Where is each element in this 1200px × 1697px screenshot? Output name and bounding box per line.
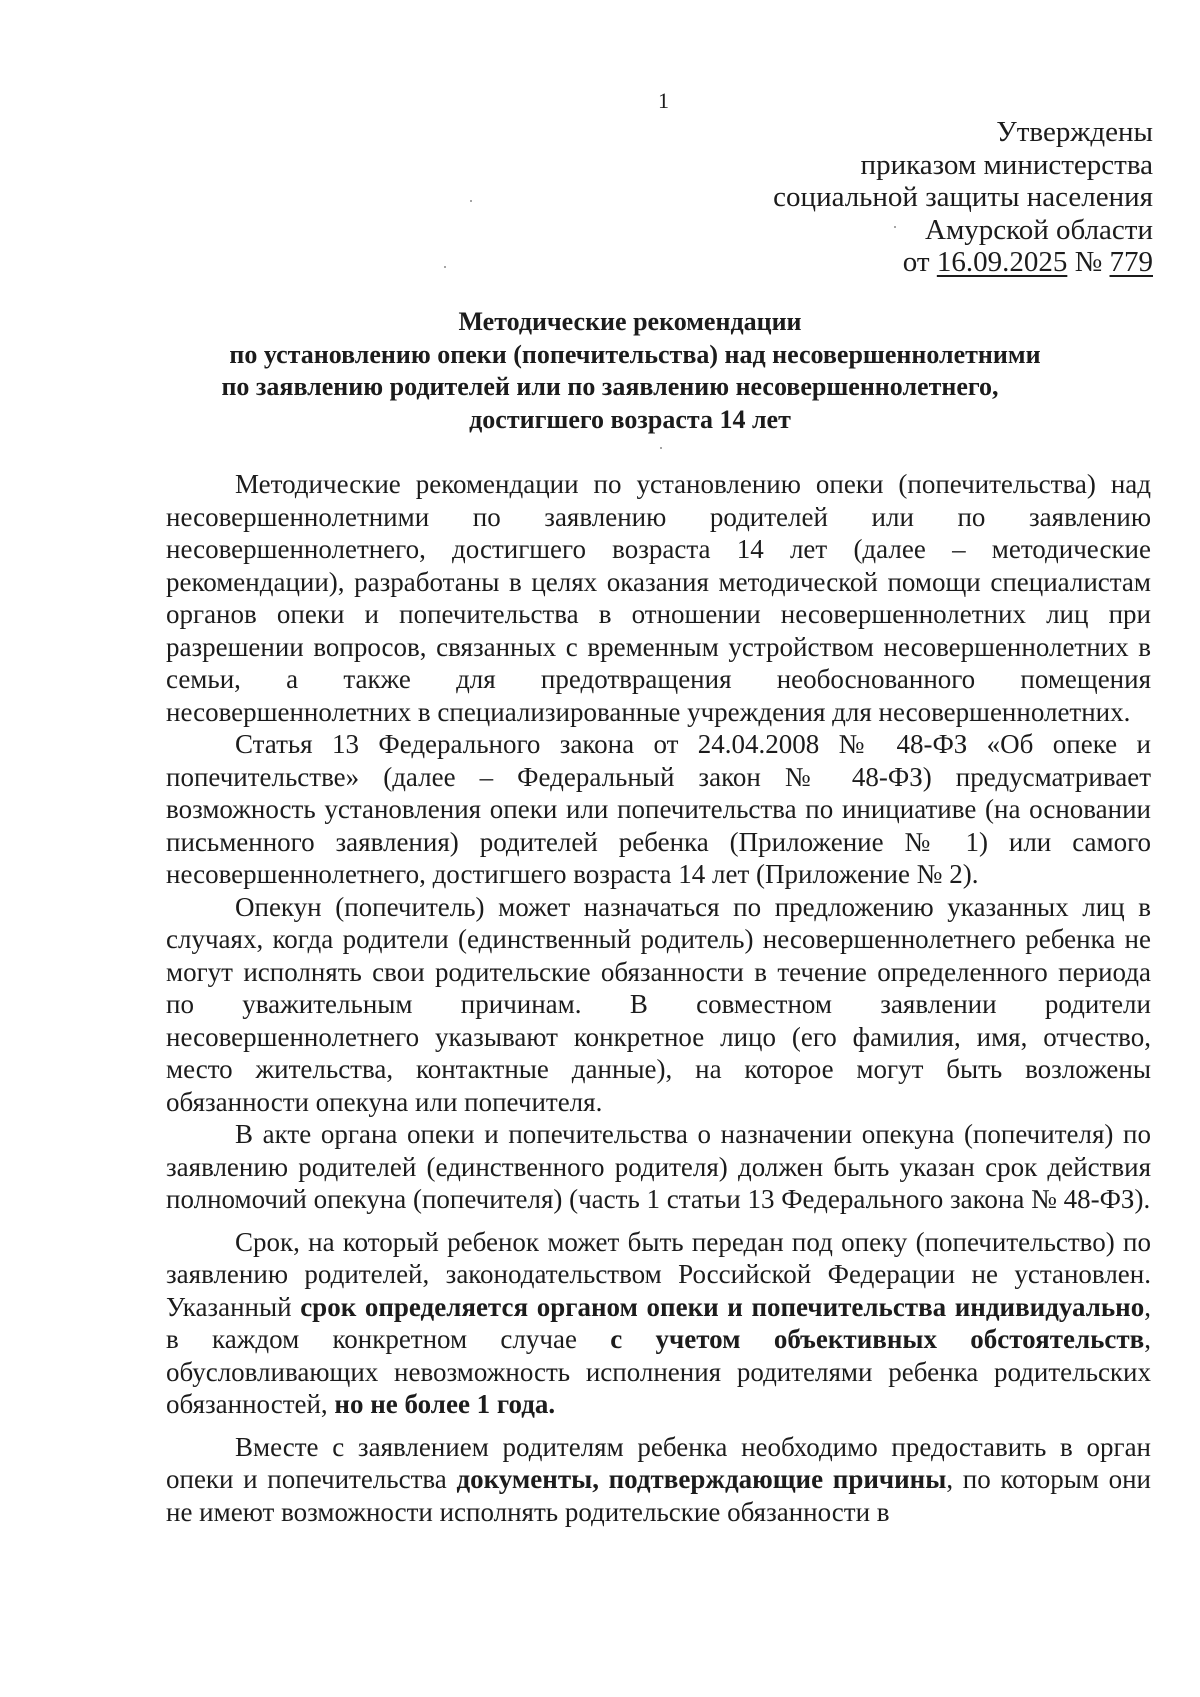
title-line-3: по заявлению родителей или по заявлению несовершеннолетнего,	[221, 372, 999, 401]
p5-bold-2: с учетом объективных обстоятельств	[610, 1324, 1145, 1354]
document-title	[0, 306, 1200, 436]
approval-line-4: Амурской области	[925, 213, 1153, 246]
p5-text-3: , обусловливающих невозможность исполнения родителями ребенка родительских обязанностей,	[166, 1324, 1151, 1419]
p5-text-2: , в каждом конкретном случае	[166, 1291, 1151, 1354]
scan-speck	[444, 266, 446, 268]
p5-bold-3: но не более 1 года.	[334, 1389, 556, 1419]
scan-speck	[660, 447, 662, 449]
paragraph-3: Опекун (попечитель) может назначаться по предложению указанных лиц в случаях, когда родители (единственный родитель) несовершеннолетнего ребенка не могут исполнять свои родительские обязанности в течение определенного периода по уважительным причинам. В совместном заявлении родители несовершеннолетнего указывают конкретное лицо (его фамилия, имя, отчество, место жительства, контактные данные), на которое могут быть возложены обязанности опекуна или попечителя.	[166, 891, 1151, 1117]
approval-number: 779	[1109, 246, 1153, 278]
approval-date-prefix: от	[902, 246, 937, 278]
scan-speck	[894, 226, 896, 228]
p5-text-1: Срок, на который ребенок может быть передан под опеку (попечительство) по заявлению родителей, законодательством Российской Федерации не установлен. Указанный	[166, 1226, 1151, 1322]
paragraph-2: Статья 13 Федерального закона от 24.04.2008 № 48-ФЗ «Об опеке и попечительстве» (далее – Федеральный закон № 48-ФЗ) предусматривает возможность установления опеки или попечительства по инициативе (на основании письменного заявления) родителей ребенка (Приложение № 1) или самого несовершеннолетнего, достигшего возраста 14 лет (Приложение № 2).	[166, 729, 1151, 889]
p6-text-1: Вместе с заявлением родителям ребенка необходимо предоставить в орган опеки и попечительства	[166, 1431, 1151, 1494]
title-line-4: достигшего возраста 14 лет	[469, 404, 791, 434]
approval-line-1: Утверждены	[996, 116, 1153, 148]
approval-stamp-block	[773, 116, 1153, 279]
document-body	[166, 468, 1151, 1528]
approval-line-2: приказом министерства	[860, 148, 1153, 181]
paragraph-4: В акте органа опеки и попечительства о назначении опекуна (попечителя) по заявлению родителей (единственного родителя) должен быть указан срок действия полномочий опекуна (попечителя) (часть 1 статьи 13 Федерального закона № 48-ФЗ).	[166, 1119, 1151, 1214]
scan-speck	[470, 200, 472, 202]
p6-text-2: , по которым они не имеют возможности исполнять родительские обязанности в	[166, 1464, 1151, 1527]
page-number: 1	[658, 88, 669, 113]
title-line-2: по установлению опеки (попечительства) над несовершеннолетними	[229, 339, 1041, 369]
paragraph-5	[166, 1226, 1151, 1421]
approval-date: 16.09.2025	[936, 246, 1068, 278]
approval-date-line	[773, 246, 1153, 279]
p6-bold-1: документы, подтверждающие причины	[456, 1464, 947, 1494]
paragraph-1: Методические рекомендации по установлению опеки (попечительства) над несовершеннолетними по заявлению родителей или по заявлению несовершеннолетнего, достигшего возраста 14 лет (далее – методические рекомендации), разработаны в целях оказания методической помощи специалистам органов опеки и попечительства в отношении несовершеннолетних лиц при разрешении вопросов, связанных с временным устройством несовершеннолетних в семьи, а также для предотвращения необоснованного помещения несовершеннолетних в специализированные учреждения для несовершеннолетних.	[166, 469, 1151, 727]
title-line-1: Методические рекомендации	[458, 307, 802, 336]
approval-line-3: социальной защиты населения	[773, 181, 1153, 213]
paragraph-6	[166, 1431, 1151, 1529]
p5-bold-1: срок определяется органом опеки и попечительства индивидуально	[300, 1291, 1145, 1322]
approval-number-sign: №	[1067, 246, 1110, 278]
